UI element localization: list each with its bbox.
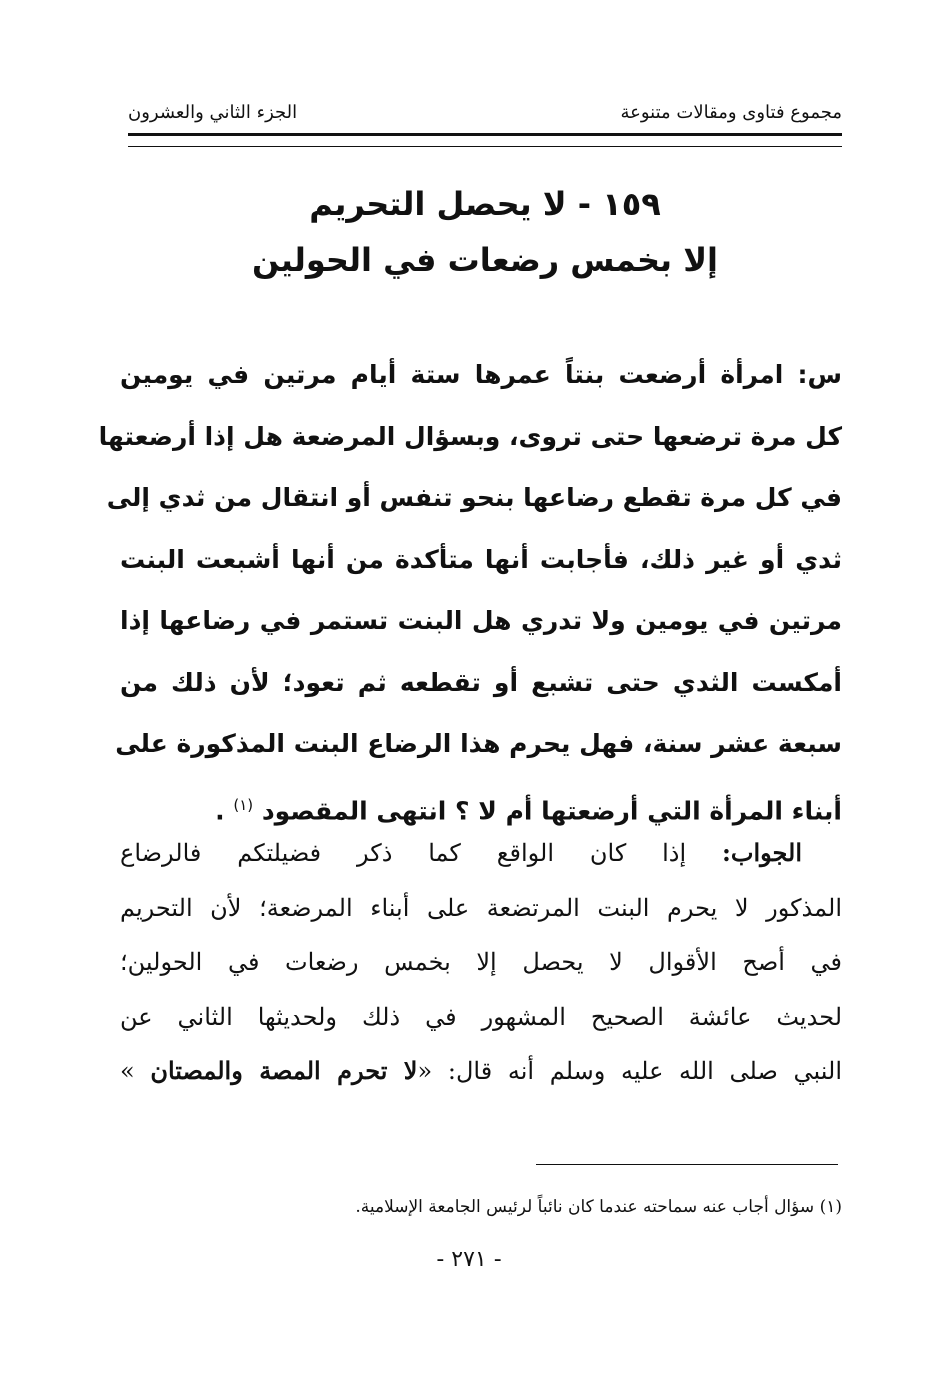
header-volume-label: الجزء الثاني والعشرون <box>128 101 298 123</box>
quote-close: » <box>120 1057 135 1085</box>
question-block <box>98 344 842 836</box>
question-line-text: أبناء المرأة التي أرضعتها أم لا ؟ انتهى المقصود <box>261 795 842 825</box>
question-line: في كل مرة تقطع رضاعها بنحو تنفس أو انتقال من ثدي إلى <box>106 483 842 512</box>
answer-line-text: إذا كان الواقع كما ذكر فضيلتكم فالرضاع <box>120 839 722 867</box>
chapter-title <box>128 176 842 288</box>
hadith-quote: لا تحرم المصة والمصتان <box>150 1056 418 1085</box>
chapter-title-line-1: ١٥٩ - لا يحصل التحريم <box>309 185 661 223</box>
header-book-title: مجموع فتاوى ومقالات متنوعة <box>620 101 842 123</box>
answer-line-text: النبي صلى الله عليه وسلم أنه قال: « <box>417 1057 842 1085</box>
question-line: مرتين في يومين ولا تدري هل البنت تستمر في رضاعها إذا <box>120 606 842 635</box>
question-line: س: امرأة أرضعت بنتاً عمرها ستة أيام مرتين في يومين <box>120 360 842 389</box>
question-line: كل مرة ترضعها حتى تروى، وبسؤال المرضعة هل إذا أرضعتها <box>98 421 842 451</box>
answer-first-line <box>120 826 842 881</box>
answer-line: المذكور لا يحرم البنت المرتضعة على أبناء المرضعة؛ لأن التحريم <box>120 893 842 922</box>
question-line: سبعة عشر سنة، فهل يحرم هذا الرضاع البنت المذكورة على <box>115 729 842 758</box>
answer-block <box>120 826 842 1099</box>
answer-line: في أصح الأقوال لا يحصل إلا بخمس رضعات في الحولين؛ <box>120 948 843 976</box>
question-line: ثدي أو غير ذلك، فأجابت أنها متأكدة من أنها أشبعت البنت <box>120 544 842 574</box>
footnote-marker: (١) <box>233 795 254 814</box>
running-header <box>128 92 842 132</box>
footnote-separator <box>536 1164 838 1165</box>
answer-line: لحديث عائشة الصحيح المشهور في ذلك ولحديثها الثاني عن <box>120 1002 842 1031</box>
answer-label: الجواب: <box>722 838 802 867</box>
answer-last-line <box>120 1044 842 1099</box>
footnote: (١) سؤال أجاب عنه سماحته عندما كان نائباً لرئيس الجامعة الإسلامية. <box>355 1197 842 1217</box>
header-double-rule <box>128 133 842 147</box>
page-number: - ٢٧١ - <box>436 1247 502 1272</box>
chapter-title-line-2: إلا بخمس رضعات في الحولين <box>251 241 718 279</box>
question-closing: . <box>215 795 234 825</box>
question-line: أمكست الثدي حتى تشبع أو تقطعه ثم تعود؛ لأن ذلك من <box>120 667 842 697</box>
